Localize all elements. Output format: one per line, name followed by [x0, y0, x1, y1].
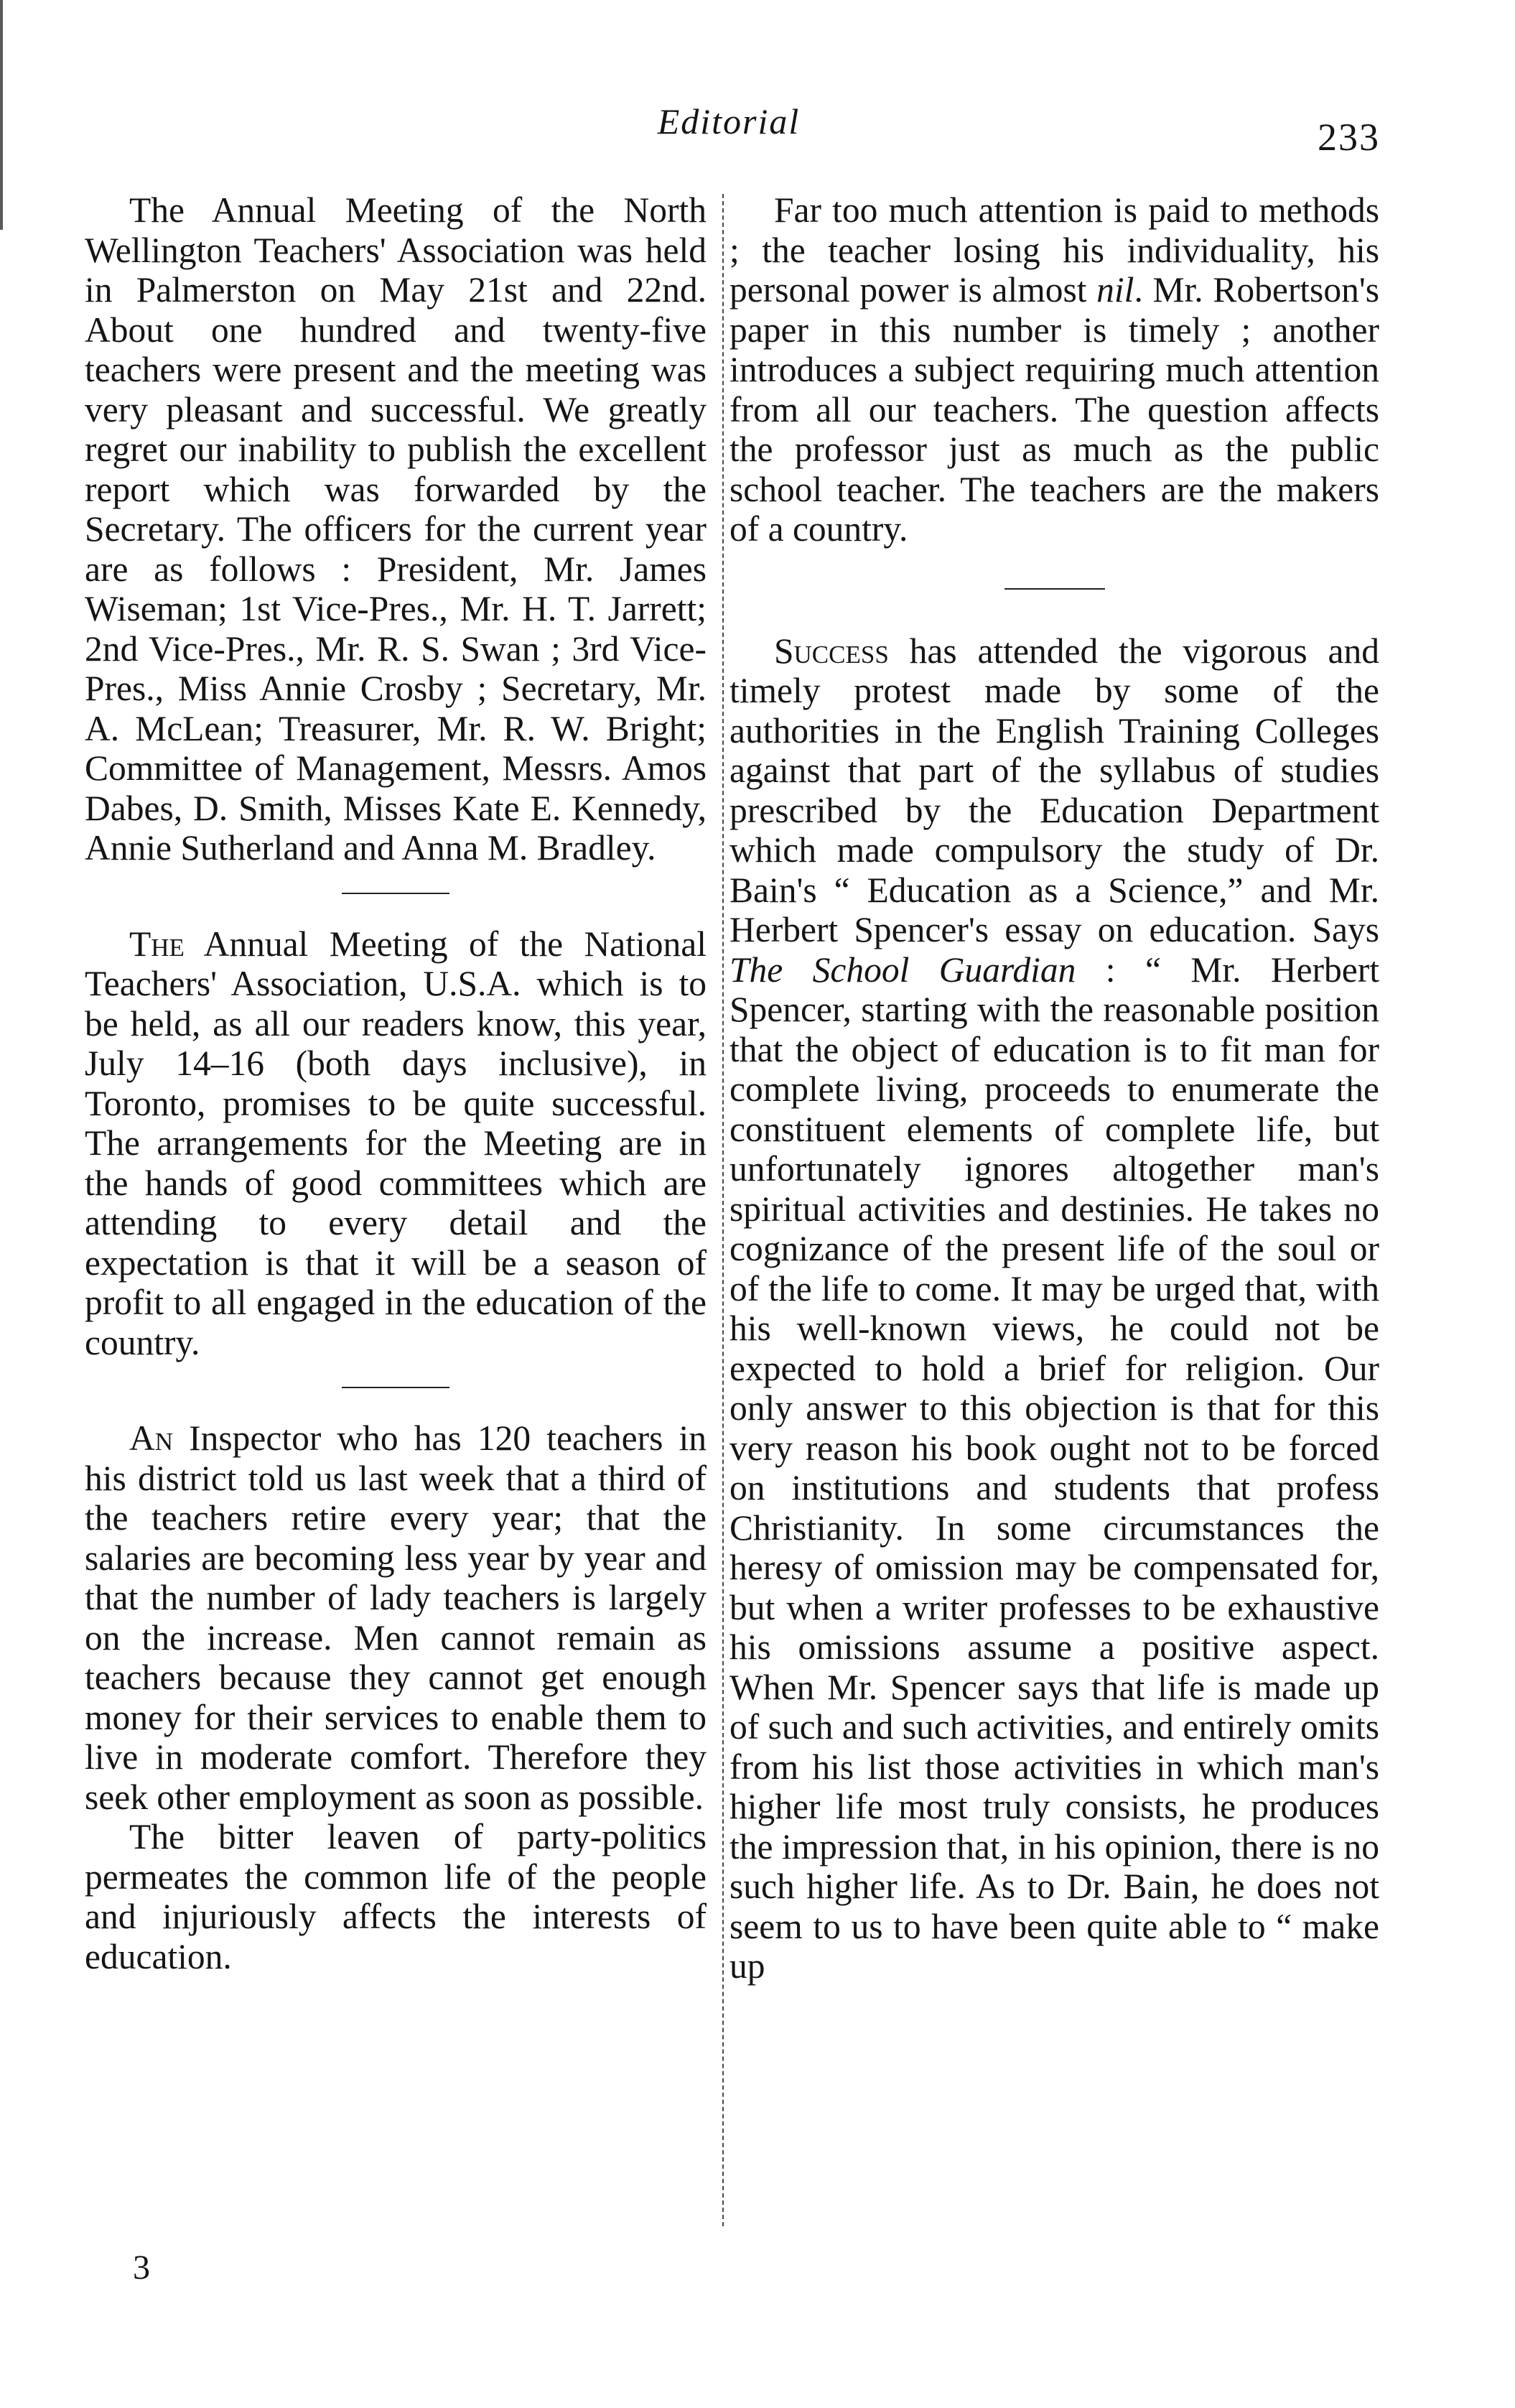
paragraph-text: Far too much attention is paid to methods ; the teacher losing his individuality, his personal power is almost	[729, 190, 1379, 310]
signature-mark: 3	[133, 2249, 150, 2287]
section-rule	[342, 893, 449, 894]
right-column	[729, 190, 1379, 1986]
lead-word: Success	[774, 631, 889, 671]
paragraph-success	[729, 631, 1379, 1986]
paragraph-north-wellington	[85, 190, 707, 868]
paragraph-text: : “ Mr. Herbert Spencer, starting with the reasonable position that the object of education is to fit man for complete living, proceeds to enumerate the constituent elements of complete life, but unfortunately ignores altogether man's spiritual activities and destinies. He takes no cognizance of the present life of the soul or of the life to come. It may be urged that, with his well-known views, he could not be expected to hold a brief for religion. Our only answer to this objection is that for this very reason his book ought not to be forced on institutions and students that profess Christianity. In some circumstances the heresy of omission may be compensated for, but when a writer professes to be exhaustive his omissions assume a positive aspect. When Mr. Spencer says that life is made up of such and such activities, and entirely omits from his list those activities in which man's higher life most truly consists, he produces the impression that, in his opinion, there is no such higher life. As to Dr. Bain, he does not seem to us to have been quite able to “ make up	[729, 949, 1379, 1986]
lead-word: The	[129, 924, 185, 964]
column-divider	[722, 194, 724, 2226]
paragraph-party-politics	[85, 1817, 707, 1976]
paragraph-text: . Mr. Robertson's paper in this number is timely ; another introduces a subject requiring much attention from all our teachers. The question affects the professor just as much as the public school teacher. The teachers are the makers of a country.	[729, 270, 1380, 549]
paragraph-text: Annual Meeting of the National Teachers' Association, U.S.A. which is to be held, as all our readers know, this year, July 14–16 (both days inclusive), in Toronto, promises to be quite successful. The arrangements for the Meeting are in the hands of good committees which are attending to every detail and the expectation is that it will be a season of profit to all engaged in the education of the country.	[85, 924, 707, 1362]
section-rule	[1004, 588, 1105, 590]
lead-word: An	[129, 1418, 174, 1458]
page-number: 233	[1318, 116, 1380, 159]
running-title: Editorial	[657, 101, 801, 141]
paragraph-inspector	[85, 1418, 707, 1817]
paragraph-methods	[729, 190, 1379, 549]
paragraph-text: The Annual Meeting of the North Wellington Teachers' Association was held in Palmerston on May 21st and 22nd. About one hundred and twenty-five teachers were present and the meeting was very pleasant and successful. We greatly regret our inability to publish the excellent report which was forwarded by the Secretary. The officers for the current year are as follows : President, Mr. James Wiseman; 1st Vice-Pres., Mr. H. T. Jarrett; 2nd Vice-Pres., Mr. R. S. Swan ; 3rd Vice-Pres., Miss Annie Crosby ; Secretary, Mr. A. McLean; Treasurer, Mr. R. W. Bright; Committee of Management, Messrs. Amos Dabes, D. Smith, Misses Kate E. Kennedy, Annie Sutherland and Anna M. Bradley.	[85, 190, 707, 868]
section-rule	[342, 1387, 449, 1388]
paragraph-text: has attended the vigorous and timely protest made by some of the authorities in the English Training Colleges against that part of the syllabus of studies prescribed by the Education Department which made compulsory the study of Dr. Bain's “ Education as a Science,” and Mr. Herbert Spencer's essay on education. Says	[729, 631, 1379, 949]
publication-title: The School Guardian	[729, 949, 1076, 990]
left-column	[85, 190, 707, 1976]
paragraph-national-association	[85, 924, 707, 1363]
paragraph-text: The bitter leaven of party-politics permeates the common life of the people and injuriously affects the interests of education.	[85, 1817, 707, 1976]
paragraph-text: Inspector who has 120 teachers in his district told us last week that a third of the teachers retire every year; that the salaries are becoming less year by year and that the number of lady teachers is largely on the increase. Men cannot remain as teachers because they cannot get enough money for their services to enable them to live in moderate comfort. Therefore they seek other employment as soon as possible.	[85, 1418, 707, 1817]
italic-term: nil	[1096, 270, 1134, 310]
